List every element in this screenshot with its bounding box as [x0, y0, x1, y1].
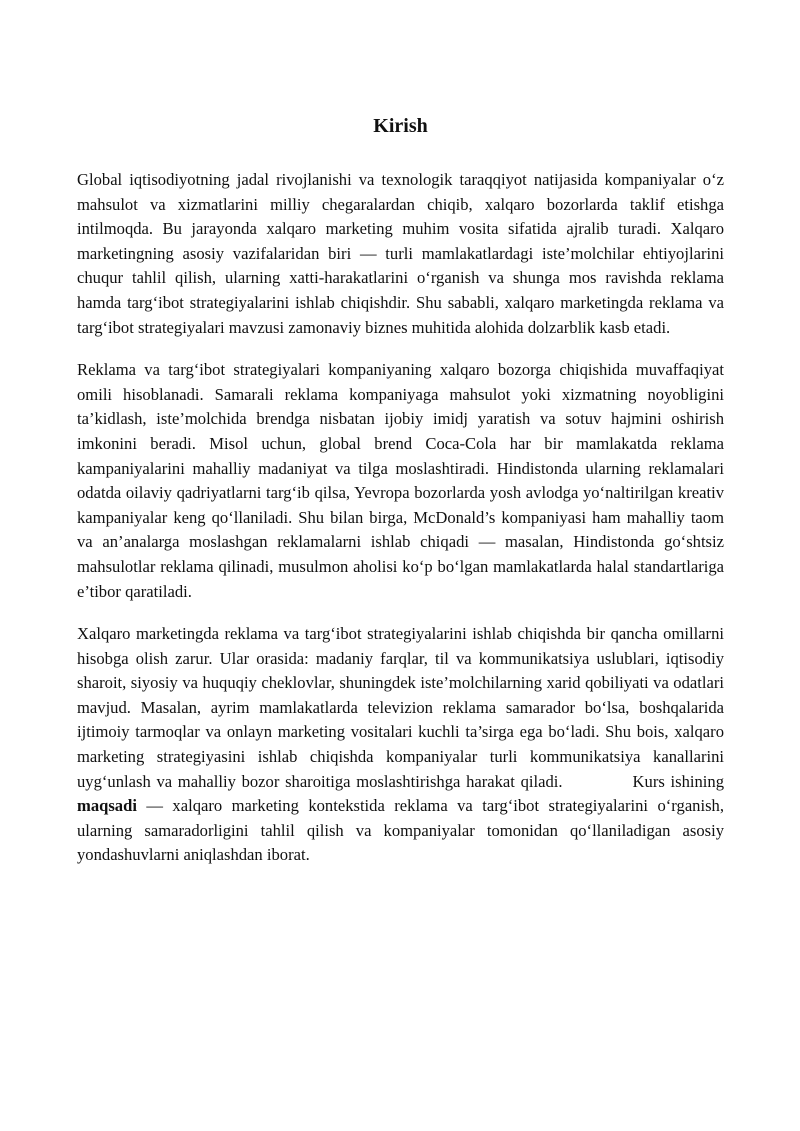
- paragraph-2: Reklama va targ‘ibot strategiyalari kompaniyaning xalqaro bozorga chiqishida muvaffaqiyat omili hisoblanadi. Samarali reklama kompaniyaga mahsulot yoki xizmatning noyobligini ta’kidlash, iste’molchida brendga nisbatan ijobiy imidj yaratish va sotuv hajmini oshirish imkonini beradi. Misol uchun, global brend Coca-Cola har bir mamlakatda reklama kampaniyalarini mahalliy madaniyat va tilga moslashtiradi. Hindistonda ularning reklamalari odatda oilaviy qadriyatlarni targ‘ib qilsa, Yevropa bozorlarda yosh avlodga yo‘naltirilgan kreativ kampaniyalar keng qo‘llaniladi. Shu bilan birga, McDonald’s kompaniyasi ham mahalliy taom va an’analarga moslashgan reklamalarni ishlab chiqadi — masalan, Hindistonda go‘shtsiz mahsulotlar reklama qilinadi, musulmon aholisi ko‘p bo‘lgan mamlakatlarda halal standartlariga e’tibor qaratiladi.: [77, 360, 724, 601]
- bold-term-maqsadi: maqsadi: [77, 796, 137, 816]
- document-page: [77, 112, 724, 886]
- paragraph-3: [77, 622, 724, 868]
- paragraph-1: Global iqtisodiyotning jadal rivojlanishi va texnologik taraqqiyot natijasida kompaniyalar o‘z mahsulot va xizmatlarini milliy chegaralardan chiqib, xalqaro bozorlarda taklif etishga intilmoqda. Bu jarayonda xalqaro marketing muhim vosita sifatida ajralib turadi. Xalqaro marketingning asosiy vazifalaridan biri — turli mamlakatlardagi iste’molchilar ehtiyojlarini chuqur tahlil qilish, ularning xatti-harakatlarini o‘rganish va shunga mos ravishda reklama hamda targ‘ibot strategiyalarini ishlab chiqishdir. Shu sababli, xalqaro marketingda reklama va targ‘ibot strategiyalari mavzusi zamonaviy biznes muhitida alohida dolzarblik kasb etadi.: [77, 170, 724, 337]
- paragraph-3-text: Xalqaro marketingda reklama va targ‘ibot strategiyalarini ishlab chiqishda bir qancha omillarni hisobga olish zarur. Ular orasida: madaniy farqlar, til va kommunikatsiya uslublari, iqtisodiy sharoit, siyosiy va huquqiy cheklovlar, shuningdek iste’molchilarning xarid qobiliyati va odatlari mavjud. Masalan, ayrim mamlakatlarda televizion reklama samarador bo‘lsa, boshqalarida ijtimoiy tarmoqlar va onlayn marketing vositalari kuchli ta’sirga ega bo‘ladi. Shu bois, xalqaro marketing strategiyasini ishlab chiqishda kompaniyalar turli kommunikatsiya kanallarini uyg‘unlash va mahalliy bozor sharoitiga moslashtirishga harakat qiladi.: [77, 624, 724, 791]
- paragraph-3-rest: — xalqaro marketing kontekstida reklama va targ‘ibot strategiyalarini o‘rganish, ularning samaradorligini tahlil qilish va kompaniyalar tomonidan qo‘llaniladigan asosiy yondashuvlarni aniqlashdan iborat.: [77, 796, 724, 865]
- page-title: Kirish: [373, 115, 428, 137]
- paragraph-3-kurs: Kurs ishining: [632, 771, 724, 791]
